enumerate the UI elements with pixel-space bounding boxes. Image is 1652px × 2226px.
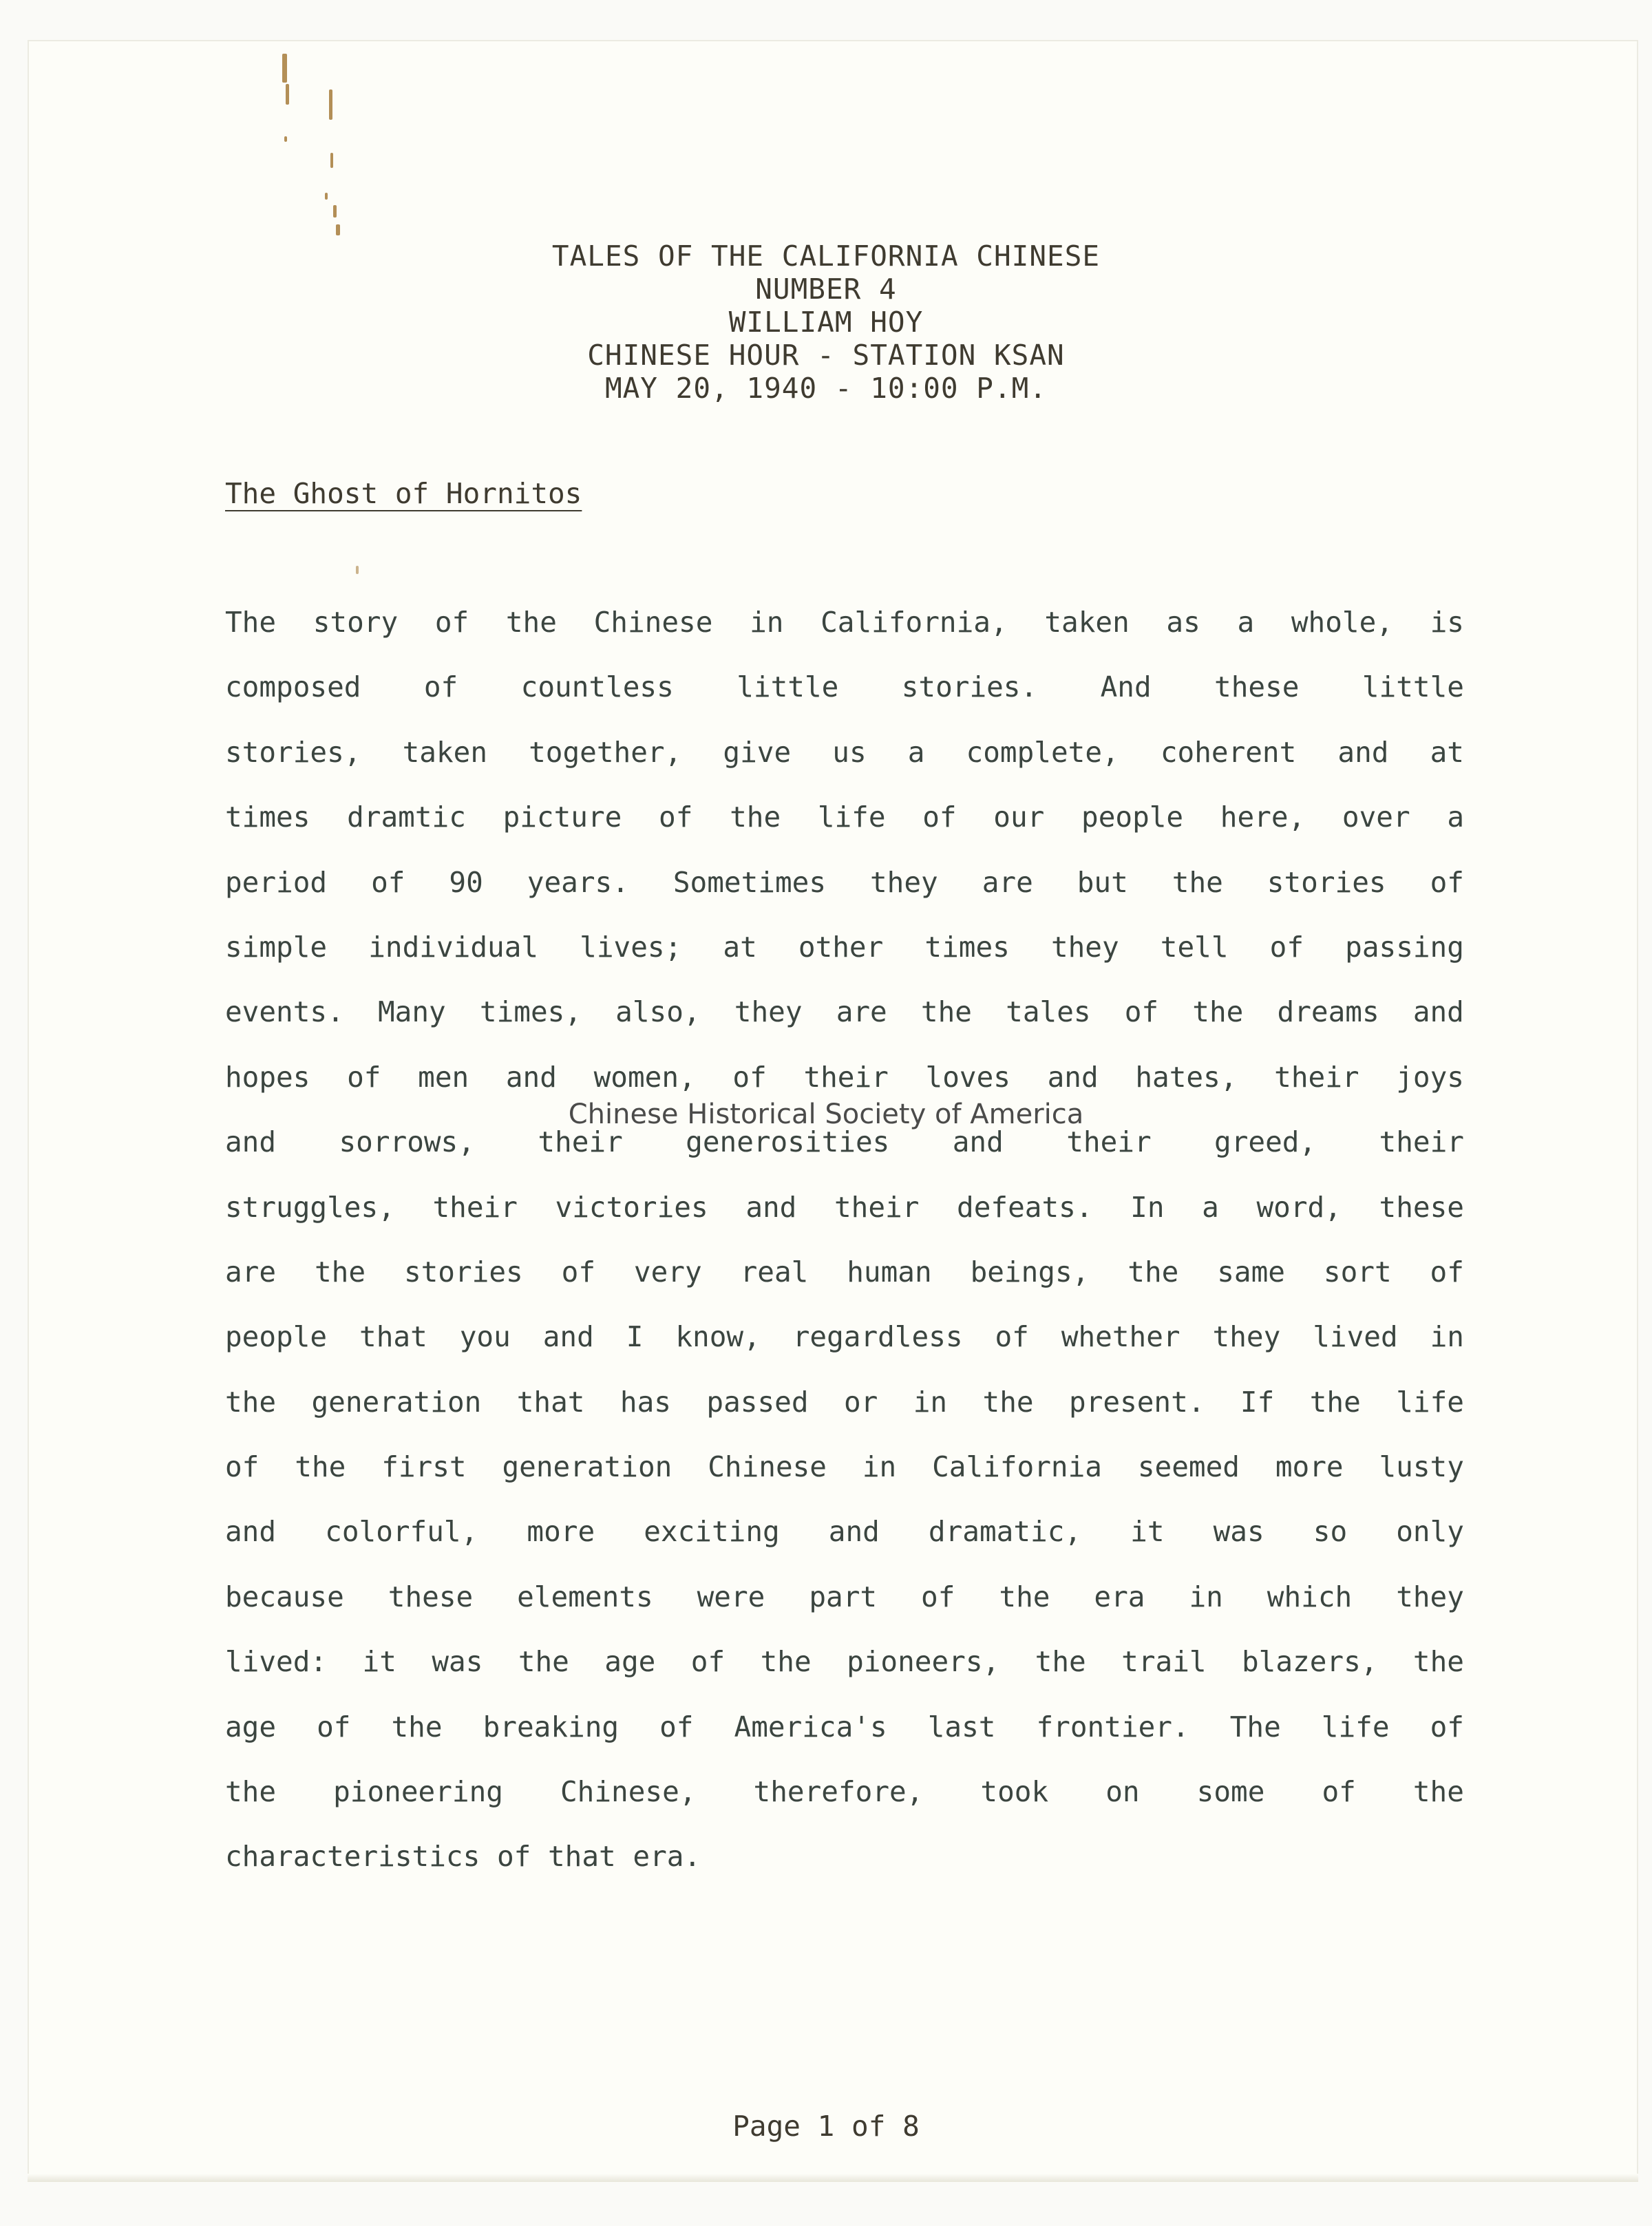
body-line [225, 995, 1464, 1060]
body-word: composed [225, 670, 361, 704]
body-word: and [225, 1515, 277, 1549]
stain-mark [282, 54, 287, 83]
body-word: their [1274, 1060, 1359, 1094]
body-line [225, 801, 1464, 865]
body-word: is [1430, 606, 1464, 639]
body-word: The [1229, 1710, 1281, 1743]
body-word: regardless [792, 1320, 963, 1354]
body-line [225, 866, 1464, 931]
body-word: taken [402, 735, 488, 769]
body-word: stories. [901, 670, 1038, 704]
body-word: lived [1313, 1320, 1398, 1354]
body-word: which [1267, 1580, 1353, 1613]
body-word: times [225, 801, 310, 834]
body-word: the [1127, 1255, 1179, 1289]
body-word: their [803, 1060, 889, 1094]
body-word: sort [1323, 1255, 1392, 1289]
body-word: the [1309, 1385, 1361, 1419]
body-word: and [952, 1125, 1004, 1159]
body-word: colorful, [325, 1515, 478, 1549]
body-word: little [737, 670, 839, 704]
body-word: greed, [1214, 1125, 1317, 1159]
body-word: of [371, 865, 405, 899]
body-word: times, [479, 995, 582, 1029]
body-line [225, 1645, 1464, 1710]
body-word: The [225, 606, 277, 639]
body-word: age [225, 1710, 277, 1743]
body-word: was [1213, 1515, 1264, 1549]
body-word: their [538, 1125, 623, 1159]
body-word: the [1172, 865, 1223, 899]
body-word: some [1196, 1775, 1265, 1809]
document-header [0, 240, 1652, 405]
body-word: generation [311, 1385, 482, 1419]
body-word: of [1430, 1710, 1464, 1743]
body-word: in [1430, 1320, 1464, 1354]
body-word: Sometimes [673, 865, 827, 899]
body-word: women, [593, 1060, 696, 1094]
body-word: beings, [970, 1255, 1090, 1289]
body-word: I [626, 1320, 644, 1354]
body-word: also, [615, 995, 701, 1029]
body-word: generation [502, 1450, 673, 1484]
body-word: taken [1044, 606, 1130, 639]
body-word: and [505, 1060, 557, 1094]
body-word: of [1322, 1775, 1356, 1809]
body-word: coherent [1160, 735, 1297, 769]
body-word: lived: [225, 1645, 328, 1679]
body-word: first [381, 1450, 467, 1484]
body-word: the [1412, 1775, 1464, 1809]
body-word: of [434, 606, 469, 639]
body-word: hates, [1135, 1060, 1238, 1094]
body-word: were [697, 1580, 765, 1613]
page-number: Page 1 of 8 [732, 2110, 920, 2143]
body-word: our [993, 801, 1045, 834]
body-word: a [1202, 1190, 1219, 1224]
body-line: characteristics of that era. [225, 1840, 701, 1874]
body-word: part [809, 1580, 878, 1613]
body-word: that [516, 1385, 585, 1419]
story-title: The Ghost of Hornitos [225, 477, 582, 510]
body-word: life [1321, 1710, 1390, 1743]
body-word: little [1362, 670, 1464, 704]
body-word: the [760, 1645, 812, 1679]
body-word: defeats. [957, 1190, 1093, 1224]
body-word: of [1430, 865, 1464, 899]
body-word: era [1094, 1580, 1145, 1613]
body-line [225, 670, 1464, 735]
header-date: MAY 20, 1940 - 10:00 P.M. [604, 372, 1048, 405]
body-word: they [734, 995, 803, 1029]
body-word: California [932, 1450, 1102, 1484]
body-word: that [359, 1320, 427, 1354]
body-word: a [1447, 801, 1464, 834]
body-line [225, 1450, 1464, 1515]
body-word: simple [225, 930, 328, 964]
body-word: blazers, [1241, 1645, 1378, 1679]
watermark-text: Chinese Historical Society of America [568, 1099, 1084, 1130]
body-word: of [659, 801, 693, 834]
body-word: us [832, 735, 867, 769]
body-word: a [907, 735, 925, 769]
body-word: 90 [449, 865, 483, 899]
body-word: you [459, 1320, 511, 1354]
body-word: life [1396, 1385, 1464, 1419]
body-word: together, [529, 735, 682, 769]
header-number: NUMBER 4 [755, 273, 897, 306]
body-word: loves [925, 1060, 1010, 1094]
stain-mark [336, 224, 340, 235]
body-line [225, 1710, 1464, 1775]
body-word: life [817, 801, 886, 834]
body-word: it [1130, 1515, 1165, 1549]
body-word: of [922, 801, 957, 834]
body-word: individual [368, 930, 539, 964]
body-word: pioneers, [847, 1645, 1000, 1679]
body-word: joys [1396, 1060, 1464, 1094]
body-word: passed [706, 1385, 809, 1419]
body-word: and [225, 1125, 277, 1159]
body-word: here, [1220, 801, 1306, 834]
body-word: of [225, 1450, 260, 1484]
body-word: the [982, 1385, 1034, 1419]
body-word: of [561, 1255, 596, 1289]
body-word: men [418, 1060, 469, 1094]
body-word: and [828, 1515, 880, 1549]
body-word: as [1166, 606, 1200, 639]
body-word: Chinese [593, 606, 713, 639]
body-word: these [1379, 1190, 1464, 1224]
body-word: only [1396, 1515, 1464, 1549]
body-word: in [862, 1450, 897, 1484]
body-word: stories [403, 1255, 523, 1289]
body-word: the [518, 1645, 569, 1679]
body-word: dramatic, [928, 1515, 1082, 1549]
body-word: events. [225, 995, 344, 1029]
body-word: has [620, 1385, 671, 1419]
body-word: same [1217, 1255, 1285, 1289]
body-word: their [1066, 1125, 1152, 1159]
body-word: victories [555, 1190, 708, 1224]
header-station: CHINESE HOUR - STATION KSAN [587, 339, 1065, 372]
body-word: the [314, 1255, 366, 1289]
body-word: the [295, 1450, 346, 1484]
body-word: countless [520, 670, 674, 704]
body-word: was [432, 1645, 483, 1679]
body-word: generosities [686, 1125, 890, 1159]
body-word: Chinese, [560, 1775, 697, 1809]
body-word: very [633, 1255, 702, 1289]
body-word: the [505, 606, 557, 639]
body-word: story [313, 606, 399, 639]
body-word: of [732, 1060, 767, 1094]
body-word: struggles, [225, 1190, 395, 1224]
body-word: so [1313, 1515, 1348, 1549]
body-word: exciting [644, 1515, 780, 1549]
body-word: elements [517, 1580, 653, 1613]
page-edge-shadow [28, 2174, 1638, 2182]
body-word: their [834, 1190, 920, 1224]
body-word: the [225, 1385, 277, 1419]
body-word: it [362, 1645, 396, 1679]
stain-mark [329, 89, 332, 120]
body-word: of [317, 1710, 351, 1743]
body-word: at [1430, 735, 1464, 769]
body-word: frontier. [1036, 1710, 1189, 1743]
body-word: period [225, 865, 328, 899]
body-word: seemed [1137, 1450, 1240, 1484]
body-word: of [423, 670, 458, 704]
body-word: breaking [483, 1710, 620, 1743]
body-word: took [980, 1775, 1049, 1809]
body-word: tales [1006, 995, 1091, 1029]
body-word: and [1337, 735, 1389, 769]
body-word: picture [502, 801, 622, 834]
body-word: of [995, 1320, 1029, 1354]
body-word: dreams [1277, 995, 1379, 1029]
body-word: lives; [580, 930, 682, 964]
body-word: of [921, 1580, 955, 1613]
body-word: word, [1256, 1190, 1342, 1224]
body-word: pioneering [333, 1775, 503, 1809]
body-word: the [391, 1710, 443, 1743]
body-word: a [1237, 606, 1255, 639]
body-word: passing [1345, 930, 1464, 964]
body-line [225, 1255, 1464, 1320]
body-word: years. [527, 865, 629, 899]
body-line [225, 1775, 1464, 1840]
body-word: they [1050, 930, 1119, 964]
body-word: Chinese [708, 1450, 827, 1484]
body-word: or [843, 1385, 878, 1419]
body-word: and [1047, 1060, 1099, 1094]
body-word: stories [1267, 865, 1386, 899]
body-word: are [982, 865, 1033, 899]
body-word: on [1105, 1775, 1140, 1809]
body-word: people [1081, 801, 1184, 834]
body-line [225, 736, 1464, 801]
body-word: California, [820, 606, 1008, 639]
body-word: present. [1069, 1385, 1205, 1419]
body-word: times [924, 930, 1010, 964]
body-word: their [1379, 1125, 1464, 1159]
body-word: of [659, 1710, 694, 1743]
body-word: they [1212, 1320, 1281, 1354]
body-word: give [723, 735, 792, 769]
body-word: hopes [225, 1060, 310, 1094]
body-word: human [847, 1255, 932, 1289]
body-word: in [1189, 1580, 1223, 1613]
body-word: America's [734, 1710, 887, 1743]
body-word: real [740, 1255, 809, 1289]
body-word: trail [1121, 1645, 1207, 1679]
body-word: dramtic [347, 801, 466, 834]
body-word: and [1412, 995, 1464, 1029]
body-word: of [1124, 995, 1159, 1029]
body-word: of [690, 1645, 726, 1679]
body-word: the [920, 995, 972, 1029]
body-word: in [750, 606, 784, 639]
body-word: they [869, 865, 938, 899]
body-word: these [1214, 670, 1300, 704]
stain-mark [286, 84, 289, 105]
body-word: of [1430, 1255, 1464, 1289]
body-word: people [225, 1320, 328, 1354]
body-word: these [388, 1580, 474, 1613]
body-word: but [1077, 865, 1128, 899]
body-word: because [225, 1580, 344, 1613]
body-line [225, 1386, 1464, 1450]
body-word: in [913, 1385, 948, 1419]
body-word: of [347, 1060, 381, 1094]
body-word: age [604, 1645, 656, 1679]
header-series-title: TALES OF THE CALIFORNIA CHINESE [551, 240, 1101, 273]
body-line [225, 931, 1464, 995]
body-word: at [723, 930, 757, 964]
body-word: whole, [1291, 606, 1393, 639]
body-word: and [745, 1190, 797, 1224]
body-word: are [836, 995, 887, 1029]
body-word: tell [1160, 930, 1229, 964]
body-word: over [1342, 801, 1410, 834]
stain-mark [333, 205, 337, 218]
body-word: the [225, 1775, 277, 1809]
body-word: they [1396, 1580, 1464, 1613]
body-word: If [1240, 1385, 1275, 1419]
body-line [225, 1125, 1464, 1190]
body-word: other [798, 930, 884, 964]
body-word: know, [675, 1320, 761, 1354]
body-word: the [730, 801, 781, 834]
body-word: more [1275, 1450, 1344, 1484]
stain-mark [325, 193, 328, 200]
body-line [225, 1580, 1464, 1645]
body-word: the [1035, 1645, 1086, 1679]
body-word: of [1269, 930, 1304, 964]
body-word: the [1192, 995, 1244, 1029]
stain-mark [330, 153, 333, 168]
body-word: And [1100, 670, 1152, 704]
body-word: more [527, 1515, 595, 1549]
body-word: the [1412, 1645, 1464, 1679]
body-word: sorrows, [339, 1125, 475, 1159]
body-word: and [542, 1320, 594, 1354]
body-word: Many [377, 995, 446, 1029]
stain-mark [284, 136, 287, 142]
body-word: their [432, 1190, 518, 1224]
body-word: therefore, [753, 1775, 924, 1809]
body-line [225, 606, 1464, 670]
body-line [225, 1191, 1464, 1255]
body-word: whether [1061, 1320, 1180, 1354]
body-line [225, 1515, 1464, 1580]
body-word: In [1130, 1190, 1165, 1224]
stain-mark [356, 566, 359, 574]
body-word: the [999, 1580, 1050, 1613]
body-line [225, 1320, 1464, 1385]
body-word: complete, [966, 735, 1119, 769]
body-word: stories, [225, 735, 361, 769]
body-paragraph [225, 606, 1464, 1905]
header-author: WILLIAM HOY [728, 306, 924, 339]
body-word: last [927, 1710, 996, 1743]
body-word: are [225, 1255, 277, 1289]
body-word: lusty [1379, 1450, 1464, 1484]
